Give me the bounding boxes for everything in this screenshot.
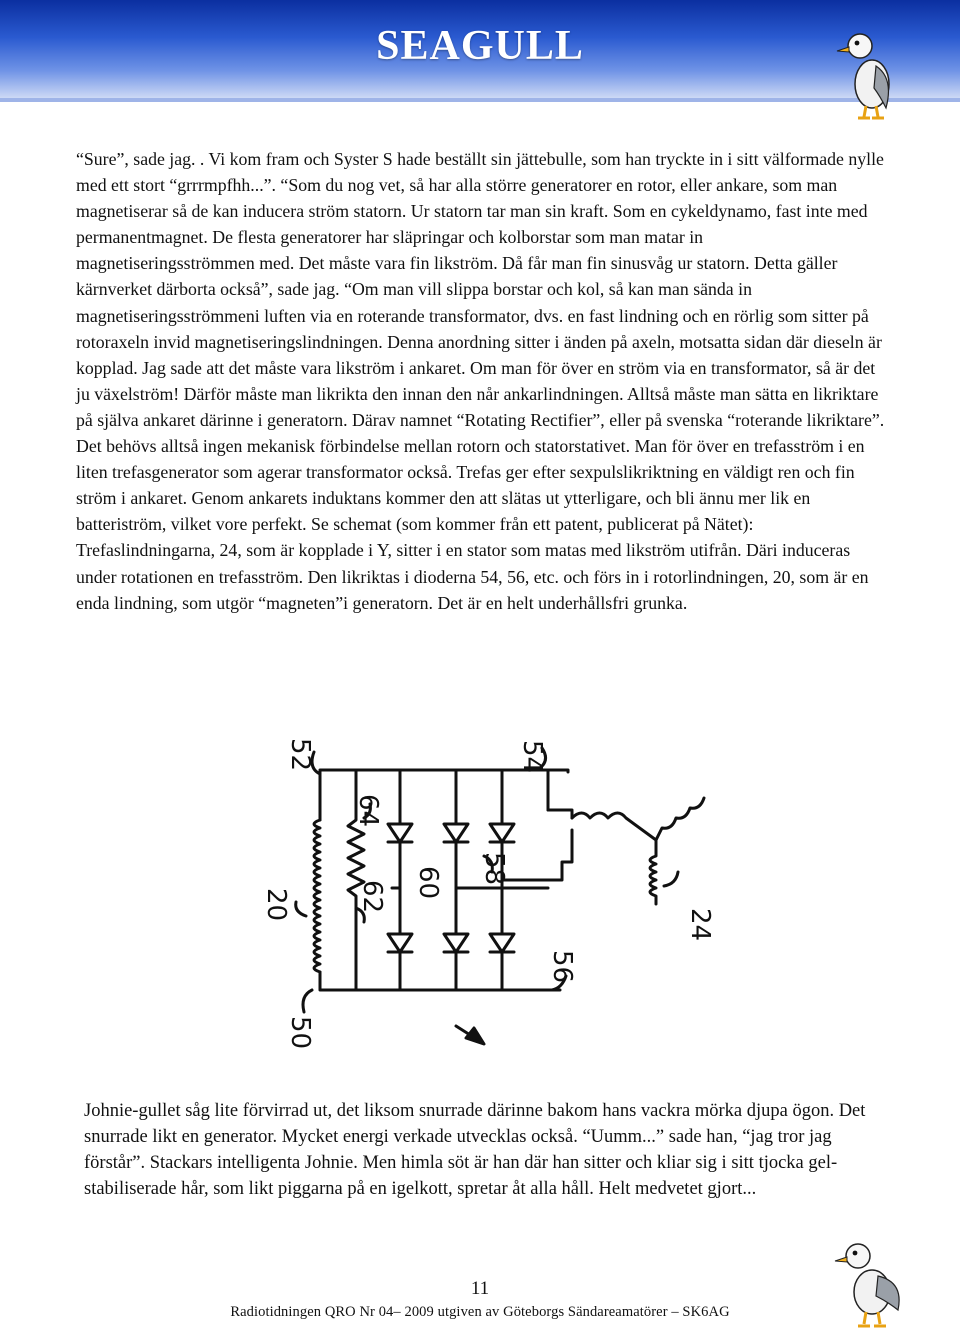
page-title: SEAGULL (376, 23, 584, 69)
schematic-label: 54 (517, 740, 547, 774)
body-paragraph: “Sure”, sade jag. . Vi kom fram och Syster S hade beställt sin jättebulle, som han tryckte in i sitt välformade nylle med ett stort “grrrmpfhh...”. “Som du nog vet, så har alla större generatorer en rotor, eller ankare, som man magnetiserar så de kan inducera ström statorn. Ur statorn tar man sin kraft. Som en cykeldynamo, fast inte med permanentmagnet. De flesta generatorer har släpringar och kolborstar som man matar in magnetiseringsströmmen med. Det måste vara fin likström. Då får man fin sinusvåg ur statorn. Detta gäller kärnverket därborta också”, sade jag. “Om man vill slippa borstar och kol, så kan man sända in magnetiseringsströmmeni luften via en roterande transformator, dvs. en fast lindning och en rörlig som sitter på rotoraxeln invid magnetiseringslindningen. Denna anordning sitter i änden på axeln, motsatta sidan där dieseln är kopplad. Jag sade att det måste vara likström i ankaret. Om man för över en ström via en transformator, så är det ju växelström! Därför måste man likrikta den innan den når ankarlindningen. Alltså måste man sätta en likriktare på själva ankaret därinne i generatorn. Därav namnet “Rotating Rectifier”, eller på svenska “roterande likriktare”. Det behövs alltså ingen mekanisk förbindelse mellan rotorn och statorstativet. Man för över en trefasström i en liten trefasgenerator som agerar transformator också. Trefas ger efter sexpulslikriktning en väldigt ren och fin ström i ankaret. Genom ankarets induktans kommer den att slätas ut ytterligare, och bli ännu mer lik en batteriström, vilket vore perfekt. Se schemat (som kommer från ett patent, publicerat på Nätet): Trefaslindningarna, 24, som är kopplade i Y, sitter i en stator som matas med likström utifrån. Däri induceras under rotationen en trefasström. Den likriktas i dioderna 54, 56, etc. och förs in i rotorlindningen, 20, som är en enda lindning, som utgör “magneten”i generatorn. Det är en helt underhållsfri grunka. (76, 149, 885, 613)
rotating-rectifier-schematic (252, 690, 752, 1062)
closing-text (84, 1098, 884, 1202)
schematic-label: 62 (357, 880, 387, 914)
header-banner-stripe (0, 98, 960, 102)
page-footer: Radiotidningen QRO Nr 04– 2009 utgiven av Göteborgs Sändareamatörer – SK6AG (230, 1304, 730, 1320)
schematic-label: 50 (285, 1016, 315, 1050)
page-header (0, 0, 960, 124)
schematic-label: 60 (413, 866, 443, 900)
schematic-label: 52 (285, 738, 315, 772)
schematic-label: 20 (261, 888, 291, 922)
schematic-label: 24 (685, 908, 715, 942)
article-body (76, 146, 886, 616)
schematic-label: 64 (353, 794, 383, 828)
closing-paragraph: Johnie-gullet såg lite förvirrad ut, det liksom snurrade därinne bakom hans vackra mörka djupa ögon. Det snurrade likt en generator. Mycket energi verkade utvecklas också. “Uumm...” sade han, “jag tror jag förstår”. Stackars intelligenta Johnie. Men himla söt är han där han sitter och kliar sig i sitt tjocka gel-stabiliserade hår, som likt piggarna på en igelkott, spretar åt alla håll. Helt medvetet gjort... (84, 1101, 866, 1199)
page-number: 11 (470, 1278, 490, 1299)
seagull-logo-icon (836, 26, 906, 122)
schematic-label: 58 (479, 852, 509, 886)
schematic-label: 56 (547, 950, 577, 984)
